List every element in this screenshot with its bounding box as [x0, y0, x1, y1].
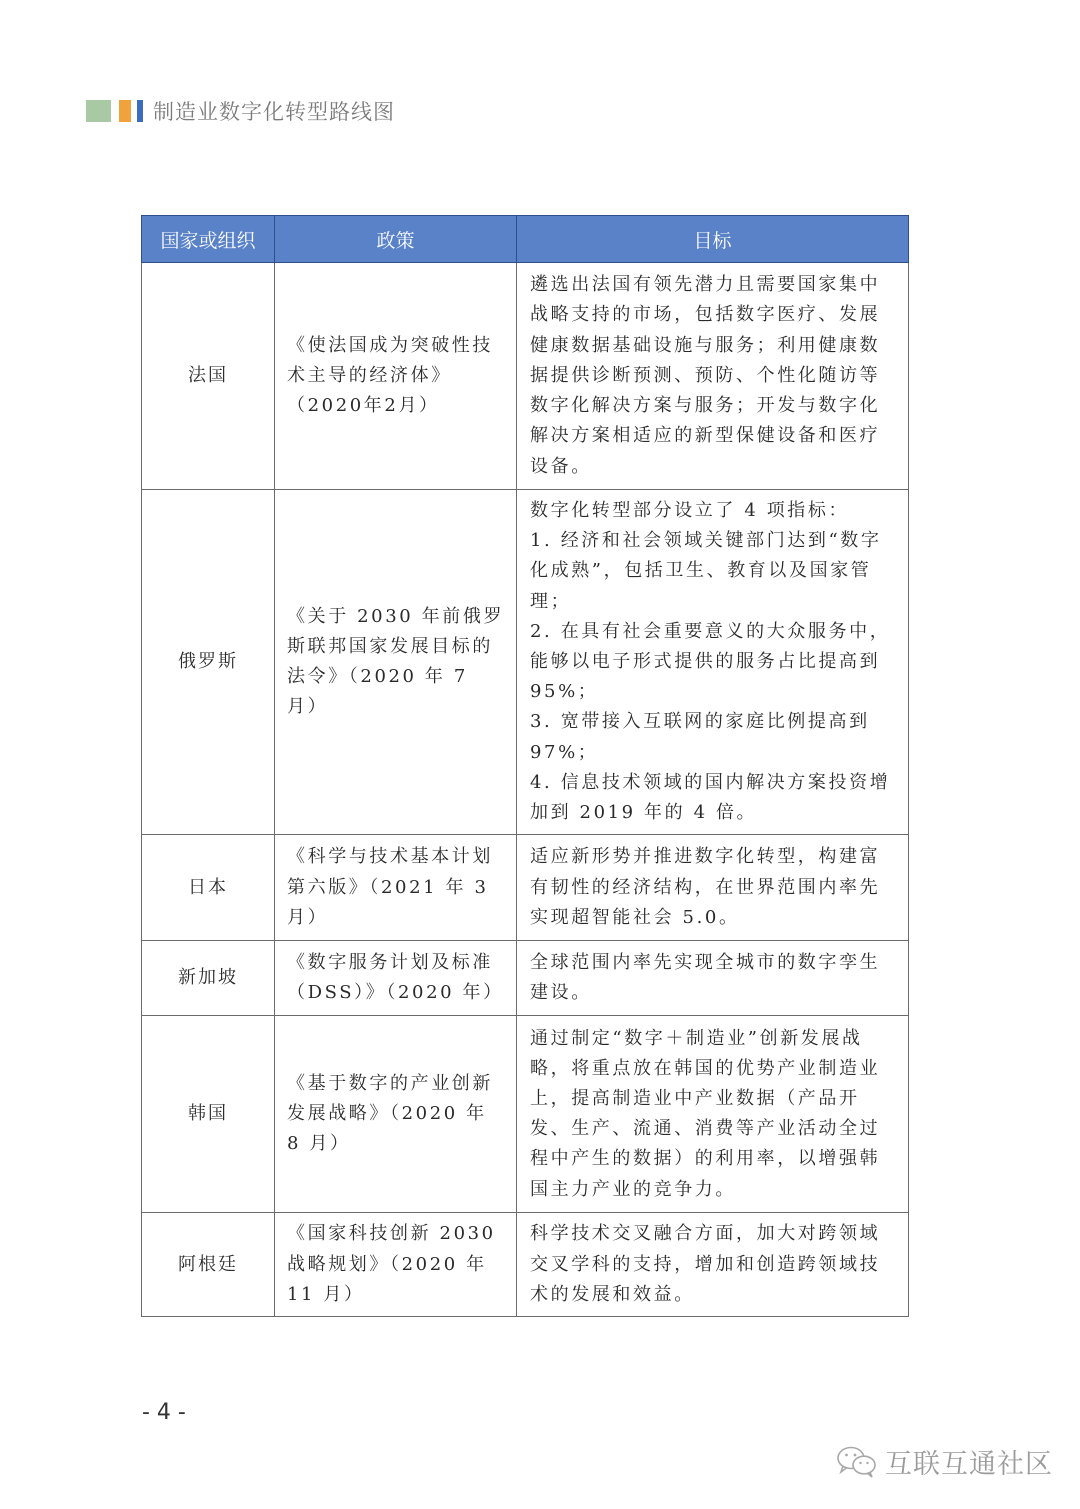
cell-country: 俄罗斯: [142, 490, 275, 835]
cell-goal: [517, 835, 909, 941]
cell-goal: [517, 1016, 909, 1213]
accent-square-orange: [119, 100, 131, 122]
cell-country: 日本: [142, 835, 275, 941]
cell-country: 新加坡: [142, 941, 275, 1016]
goal-text: 遴选出法国有领先潜力且需要国家集中战略支持的市场，包括数字医疗、发展健康数据基础设施与服务；利用健康数据提供诊断预测、预防、个性化随访等数字化解决方案与服务；开发与数字化解决方案相适应的新型保健设备和医疗设备。: [530, 274, 881, 477]
goal-text: 适应新形势并推进数字化转型，构建富有韧性的经济结构，在世界范围内率先实现超智能社会 5.0。: [530, 846, 881, 928]
cell-policy: 《使法国成为突破性技术主导的经济体》（2020年2月）: [275, 263, 517, 490]
cell-country: 韩国: [142, 1016, 275, 1213]
cell-policy: 《关于 2030 年前俄罗斯联邦国家发展目标的法令》（2020 年 7 月）: [275, 490, 517, 835]
table-row: [142, 1016, 909, 1213]
goal-item: 2. 在具有社会重要意义的大众服务中，能够以电子形式提供的服务占比提高到95%；: [530, 620, 891, 703]
wechat-icon: [835, 1445, 879, 1479]
table-row: [142, 835, 909, 941]
cell-policy: 《国家科技创新 2030 战略规划》（2020 年 11 月）: [275, 1213, 517, 1317]
accent-square-green: [86, 100, 111, 122]
goal-text: 数字化转型部分设立了 4 项指标：: [530, 500, 850, 521]
goal-item: 3. 宽带接入互联网的家庭比例提高到97%；: [530, 711, 870, 763]
policy-table: [141, 215, 909, 1317]
column-header-goal: 目标: [517, 216, 909, 263]
cell-goal: [517, 1213, 909, 1317]
page-number: - 4 -: [142, 1400, 186, 1425]
cell-policy: 《科学与技术基本计划第六版》（2021 年 3 月）: [275, 835, 517, 941]
cell-country: 法国: [142, 263, 275, 490]
cell-policy: 《数字服务计划及标准（DSS）》（2020 年）: [275, 941, 517, 1016]
cell-goal: [517, 263, 909, 490]
table-row: [142, 263, 909, 490]
cell-country: 阿根廷: [142, 1213, 275, 1317]
table-row: [142, 1213, 909, 1317]
goal-text: 全球范围内率先实现全城市的数字孪生建设。: [530, 952, 881, 1004]
goal-text: 科学技术交叉融合方面，加大对跨领域交叉学科的支持，增加和创造跨领域技术的发展和效益。: [530, 1223, 881, 1305]
cell-policy: 《基于数字的产业创新发展战略》（2020 年 8 月）: [275, 1016, 517, 1213]
table-header-row: [142, 216, 909, 263]
column-header-country: 国家或组织: [142, 216, 275, 263]
table-row: [142, 490, 909, 835]
watermark: [835, 1442, 1053, 1481]
accent-bar-blue: [137, 100, 143, 122]
watermark-text: 互联互通社区: [885, 1449, 1053, 1480]
goal-item: 4. 信息技术领域的国内解决方案投资增加到 2019 年的 4 倍。: [530, 771, 891, 824]
goal-item: 1. 经济和社会领域关键部门达到“数字化成熟”，包括卫生、教育以及国家管理；: [530, 530, 882, 612]
page-header: [86, 99, 395, 123]
table-row: [142, 941, 909, 1016]
cell-goal: [517, 941, 909, 1016]
cell-goal: [517, 490, 909, 835]
goal-text: 通过制定“数字＋制造业”创新发展战略，将重点放在韩国的优势产业制造业上，提高制造业中产业数据（产品开发、生产、流通、消费等产业活动全过程中产生的数据）的利用率，以增强韩国主力产业的竞争力。: [530, 1027, 881, 1200]
column-header-policy: 政策: [275, 216, 517, 263]
page-header-title: 制造业数字化转型路线图: [153, 100, 395, 124]
